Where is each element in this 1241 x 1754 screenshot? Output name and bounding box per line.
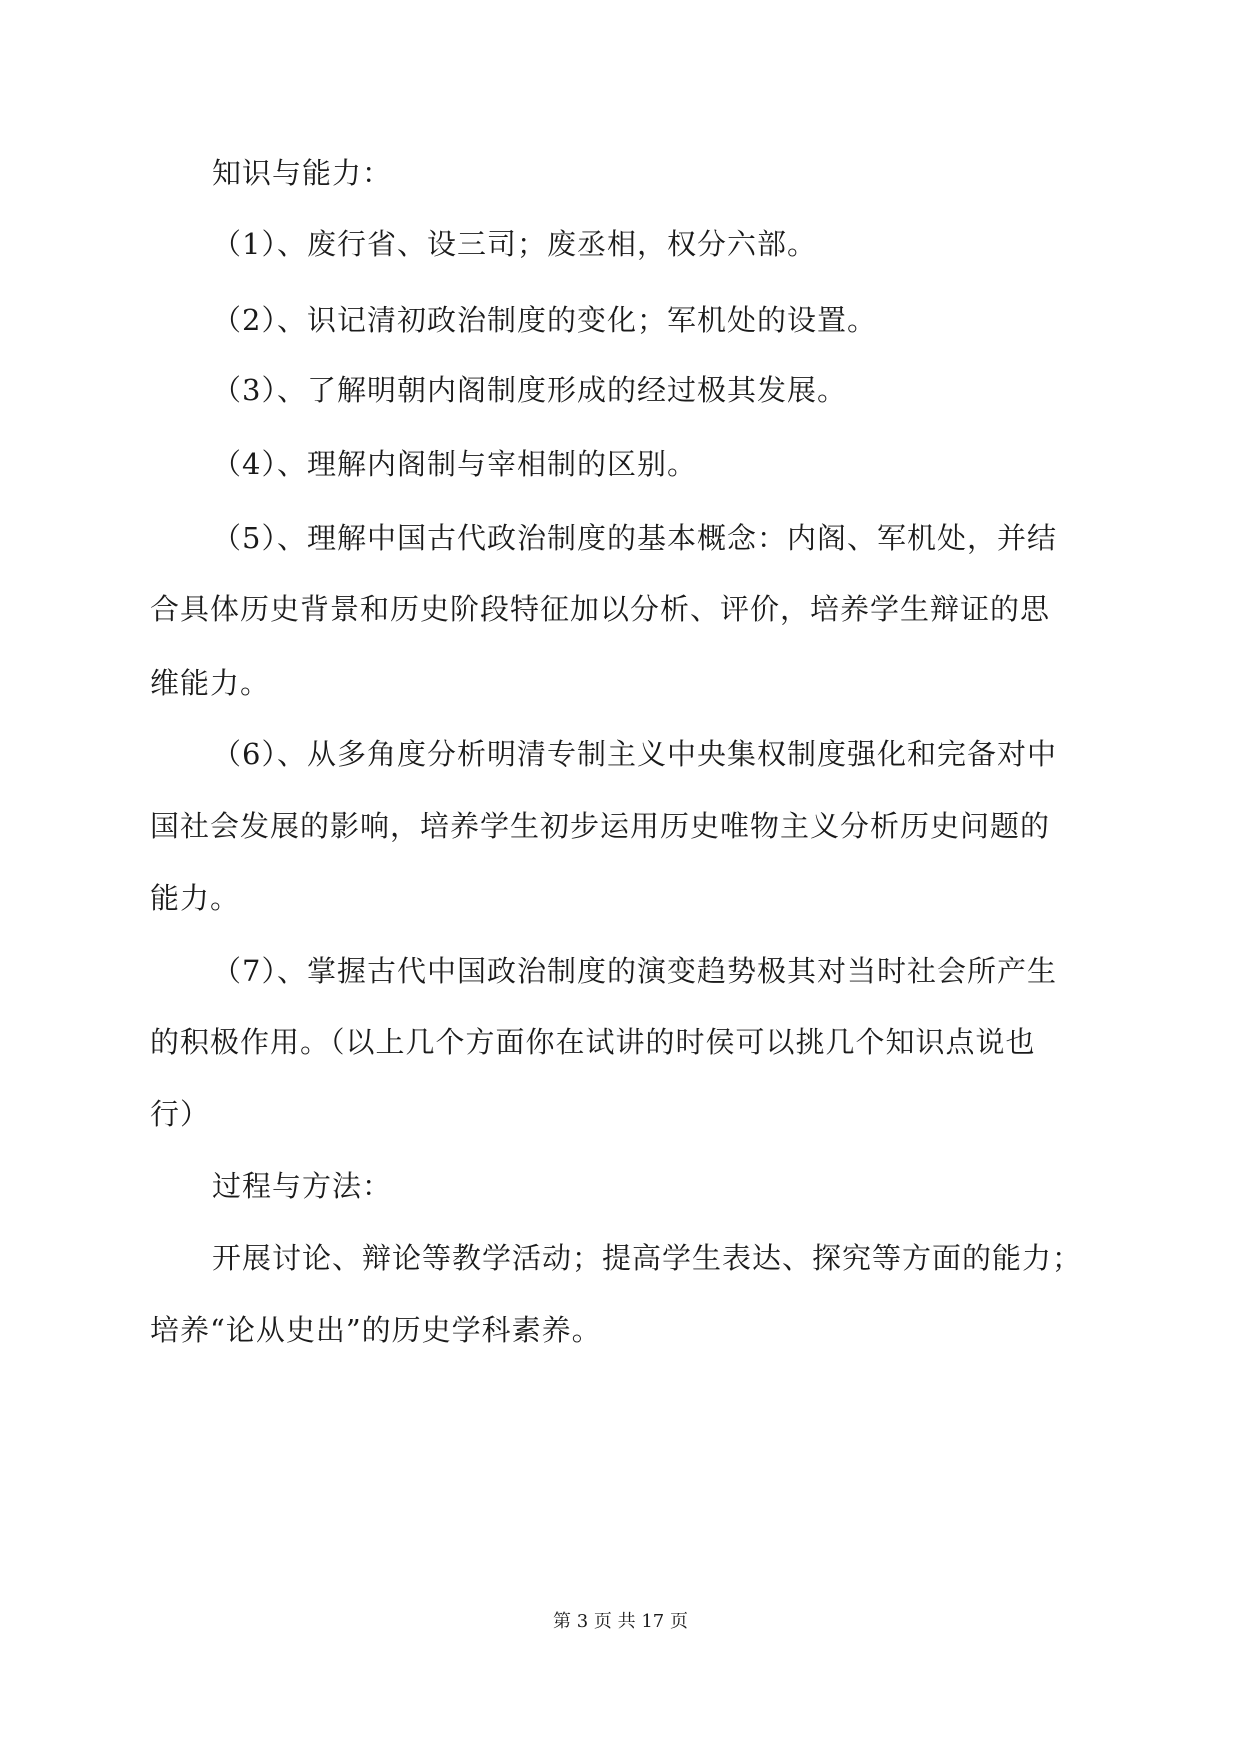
paragraph-line: （1）、废行省、设三司；废丞相，权分六部。: [212, 227, 817, 261]
paragraph-line: （2）、识记清初政治制度的变化；军机处的设置。: [212, 303, 877, 337]
paragraph-line: （5）、理解中国古代政治制度的基本概念：内阁、军机处，并结: [212, 521, 1057, 555]
paragraph-line: 开展讨论、辩论等教学活动；提高学生表达、探究等方面的能力；: [212, 1241, 1083, 1275]
paragraph-line: 行）: [150, 1097, 211, 1131]
paragraph-line: 培养“论从史出”的历史学科素养。: [150, 1313, 602, 1347]
section-heading: 知识与能力：: [212, 156, 393, 190]
section-heading: 过程与方法：: [212, 1169, 393, 1203]
paragraph-line: 能力。: [150, 881, 241, 915]
paragraph-line: （4）、理解内阁制与宰相制的区别。: [212, 447, 697, 481]
paragraph-line: （6）、从多角度分析明清专制主义中央集权制度强化和完备对中: [212, 737, 1057, 771]
paragraph-line: 维能力。: [150, 666, 271, 700]
page-number-footer: 第 3 页 共 17 页: [553, 1611, 688, 1632]
paragraph-line: 的积极作用。（以上几个方面你在试讲的时侯可以挑几个知识点说也: [150, 1025, 1036, 1059]
paragraph-line: （3）、了解明朝内阁制度形成的经过极其发展。: [212, 373, 847, 407]
paragraph-line: 国社会发展的影响，培养学生初步运用历史唯物主义分析历史问题的: [150, 809, 1051, 843]
paragraph-line: 合具体历史背景和历史阶段特征加以分析、评价，培养学生辩证的思: [150, 592, 1051, 626]
paragraph-line: （7）、掌握古代中国政治制度的演变趋势极其对当时社会所产生: [212, 954, 1057, 988]
